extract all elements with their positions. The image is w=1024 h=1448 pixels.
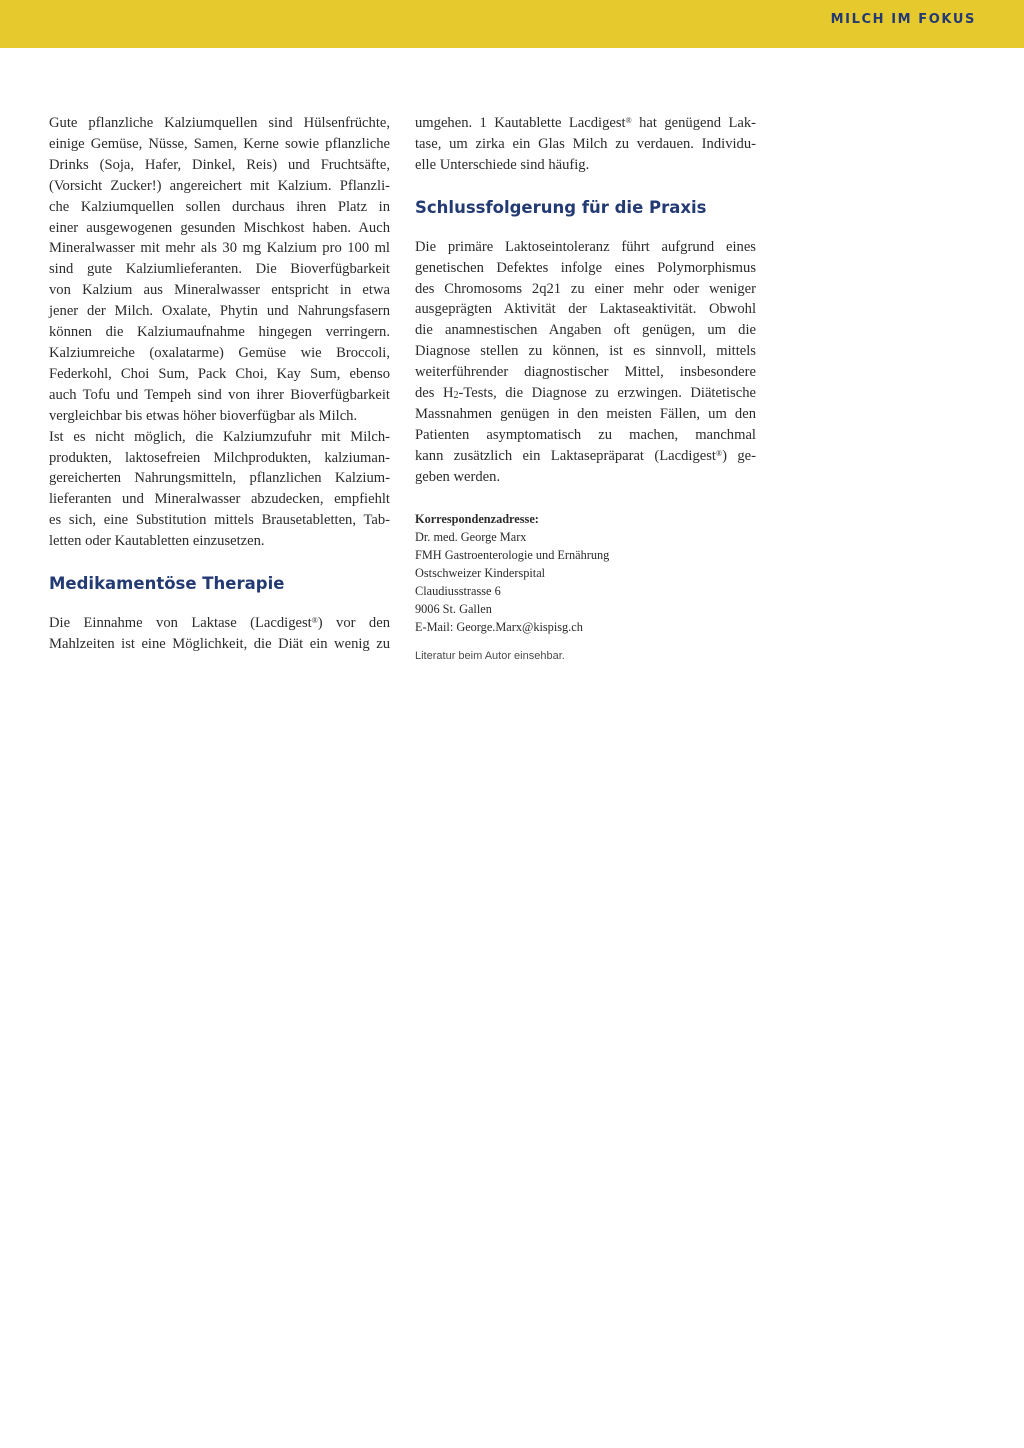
- text-line: Mineralwasser mit mehr als 30 mg Kalzium pro 100 ml: [49, 240, 390, 257]
- text-line: elle Unterschiede sind häufig.: [415, 156, 590, 173]
- author-name: Dr. med. George Marx: [415, 529, 527, 544]
- text-line: vergleichbar bis etwas höher bioverfügbar als Milch.: [49, 407, 358, 424]
- text-line: Die primäre Laktoseintoleranz führt aufgrund eines: [415, 238, 756, 255]
- text-line: letten oder Kautabletten einzusetzen.: [49, 533, 265, 550]
- text-line: ausgeprägten Aktivität der Laktaseaktivität. Obwohl: [415, 301, 756, 318]
- text-line: Die Einnahme von Laktase (Lacdigest®) vor den: [49, 615, 390, 632]
- text-line: gereicherten Nahrungsmitteln, pflanzlichen Kalzium-: [49, 470, 390, 487]
- text-line: Drinks (Soja, Hafer, Dinkel, Reis) und Fruchtsäfte,: [49, 156, 390, 173]
- text-line: von Kalzium aus Mineralwasser entspricht in etwa: [49, 282, 390, 299]
- text-line: Diagnose stellen zu können, ist es sinnvoll, mittels: [415, 343, 756, 360]
- conclusion-paragraph: [415, 237, 756, 488]
- header-band: [0, 0, 1024, 48]
- text-line: des $H_2$-Tests, die Diagnose zu erzwingen. Diätetische: [415, 385, 756, 402]
- city: 9006 St. Gallen: [415, 601, 492, 616]
- text-line: können die Kalziumaufnahme hingegen verringern.: [49, 324, 390, 341]
- street: Claudiusstrasse 6: [415, 583, 501, 598]
- text-line: geben werden.: [415, 468, 501, 485]
- correspondence-label: Korrespondenzadresse:: [415, 511, 539, 526]
- text-line: auch Tofu und Tempeh sind von ihrer Bioverfügbarkeit: [49, 386, 390, 403]
- right-column: [415, 113, 756, 663]
- text-line: tase, um zirka ein Glas Milch zu verdauen. Individu-: [415, 135, 756, 152]
- text-line: des Chromosoms 2q21 zu einer mehr oder weniger: [415, 280, 756, 297]
- author-title: FMH Gastroenterologie und Ernährung: [415, 547, 610, 562]
- text-line: jener der Milch. Oxalate, Phytin und Nahrungsfasern: [49, 303, 390, 320]
- heading-conclusion: Schlussfolgerung für die Praxis: [415, 197, 707, 217]
- text-line: lieferanten und Mineralwasser abzudecken, empfiehlt: [49, 491, 390, 508]
- text-line: Mahlzeiten ist eine Möglichkeit, die Diät ein wenig zu: [49, 635, 390, 652]
- calcium-sources-paragraph: [49, 113, 390, 427]
- text-line: umgehen. 1 Kautablette Lacdigest® hat genügend Lak-: [415, 115, 757, 131]
- text-line: die anamnestischen Angaben oft genügen, um die: [415, 322, 756, 339]
- section-title: MILCH IM FOKUS: [830, 12, 976, 27]
- left-column: [49, 113, 390, 655]
- text-line: es sich, eine Substitution mittels Brausetabletten, Tab-: [49, 512, 390, 529]
- text-line: Massnahmen genügen in den meisten Fällen, um den: [415, 405, 756, 422]
- correspondence-address: [415, 510, 756, 636]
- text-line: Ist es nicht möglich, die Kalziumzufuhr mit Milch-: [49, 428, 390, 445]
- literature-note: Literatur beim Autor einsehbar.: [415, 649, 565, 662]
- text-line: produkten, laktosefreien Milchprodukten, kalziuman-: [49, 449, 390, 466]
- text-line: genetischen Defektes infolge eines Polymorphismus: [415, 259, 756, 276]
- therapy-continued-paragraph: [415, 113, 756, 176]
- text-line: sind gute Kalziumlieferanten. Die Bioverfügbarkeit: [49, 261, 390, 278]
- text-line: che Kalziumquellen sollen durchaus ihren Platz in: [49, 198, 390, 215]
- email: E-Mail: George.Marx@kispisg.ch: [415, 619, 583, 634]
- text-line: Gute pflanzliche Kalziumquellen sind Hülsenfrüchte,: [49, 115, 390, 131]
- text-line: Kalziumreiche (oxalatarme) Gemüse wie Broccoli,: [49, 344, 390, 361]
- text-line: Federkohl, Choi Sum, Pack Choi, Kay Sum, ebenso: [49, 365, 390, 382]
- text-line: (Vorsicht Zucker!) angereichert mit Kalzium. Pflanzli-: [49, 177, 390, 194]
- therapy-paragraph: [49, 613, 390, 655]
- text-line: einer ausgewogenen gesunden Mischkost haben. Auch: [49, 219, 390, 236]
- substitution-paragraph: [49, 427, 390, 552]
- heading-therapy: Medikamentöse Therapie: [49, 574, 285, 594]
- institution: Ostschweizer Kinderspital: [415, 565, 546, 580]
- text-line: kann zusätzlich ein Laktasepräparat (Lacdigest®) ge-: [415, 447, 756, 464]
- text-line: Patienten asymptomatisch zu machen, manchmal: [415, 426, 756, 443]
- text-line: einige Gemüse, Nüsse, Samen, Kerne sowie pflanzliche: [49, 135, 390, 152]
- text-line: weiterführender diagnostischer Mittel, insbesondere: [415, 364, 756, 381]
